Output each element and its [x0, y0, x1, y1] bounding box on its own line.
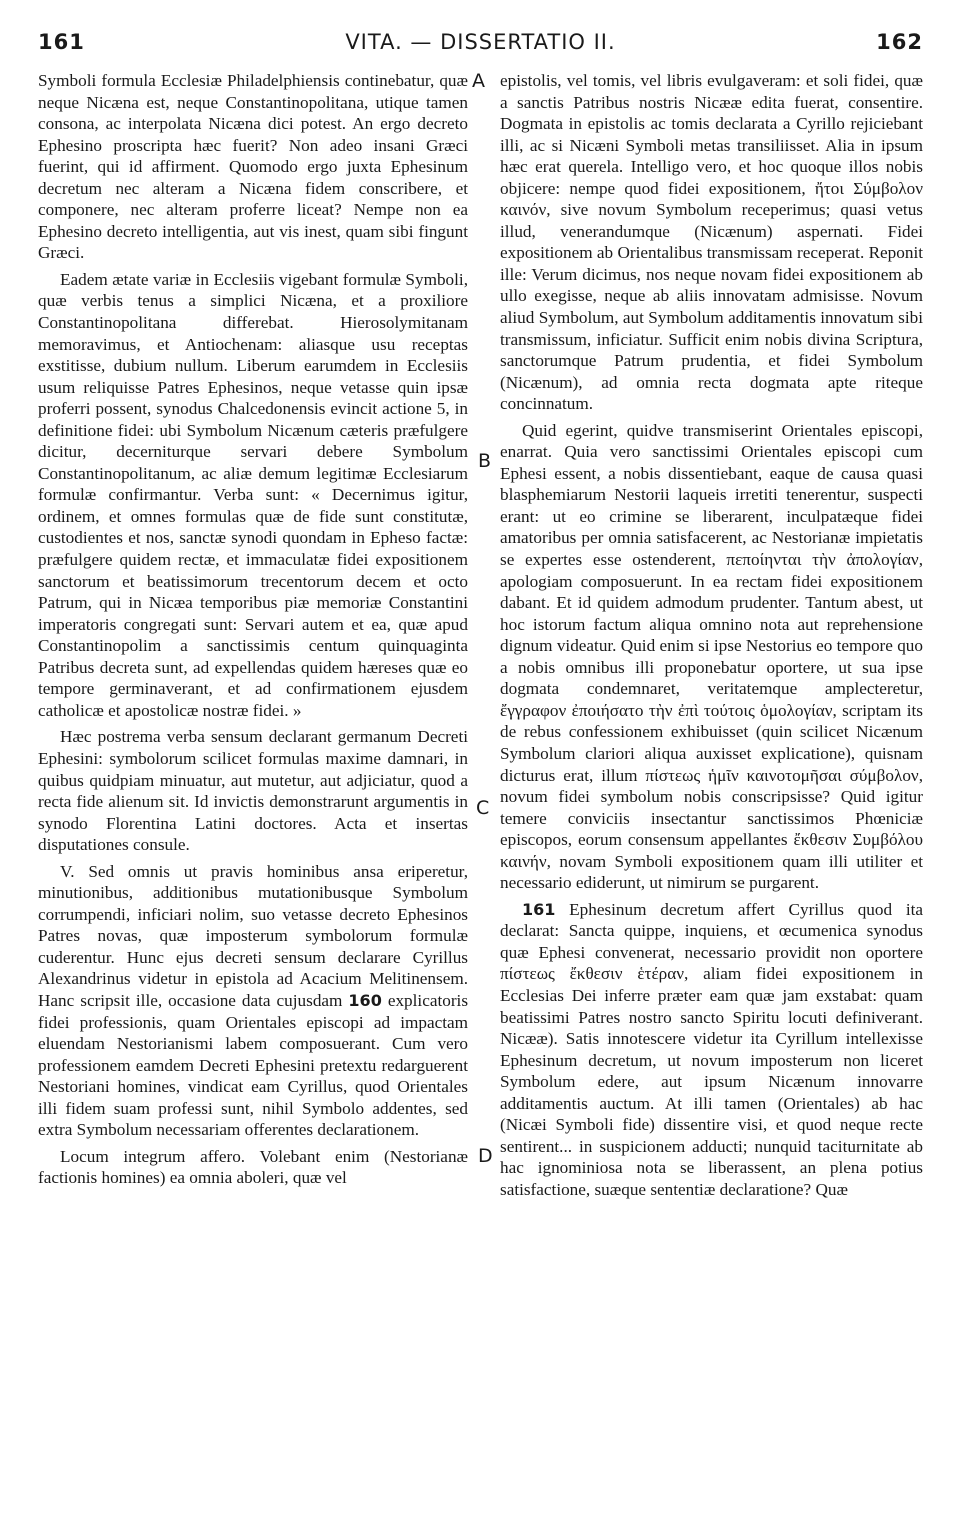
page-number-right: 162	[876, 30, 923, 54]
section-number: 161	[522, 899, 556, 919]
paragraph-text: explicatoris fidei professionis, quam Orientales episcopi ad impactam eluendam Nestorianismi labem composuerant. Cum vero professionem eamdem Decreti Ephesini pretextu redarguerent Nestoriani homines, vindicat eam Cyrillus, quod Orientales illi fidem suam professi sunt, nihil Symbolo addentes, sed extra Symbolum necessariam offerentes declarationem.	[38, 990, 469, 1140]
left-column	[38, 70, 468, 1189]
paragraph	[500, 899, 923, 1201]
paragraph-text: V. Sed omnis ut pravis hominibus ansa eriperetur, minutionibus, additionibus mutationibusque Symbolum corrumpendi, inficiari nolim, suo vetasse decreto Ephesinos Patres novas, quæ imposterum symbolorum formulæ cuderentur. Hunc ejus decreti sensum declarare Cyrillus Alexandrinus videtur in epistola ad Acacium Melitinensem. Hanc scripsit ille, occasione data cujusdam	[38, 861, 468, 1010]
margin-marker-c: C	[476, 797, 490, 819]
running-title: VITA. — DISSERTATIO II.	[345, 30, 616, 54]
page-header	[38, 26, 923, 60]
paragraph: Hæc postrema verba sensum declarant germanum Decreti Ephesini: symbolorum scilicet formulas maxime damnari, in quibus quidpiam minuatur, aut mutetur, aut adjiciatur, quod a recta fide alienum sit. Id invictis demonstrarunt argumentis in synodo Florentina Latini doctores. Acta et insertas disputationes consule.	[38, 727, 468, 855]
paragraph: Locum integrum affero. Volebant enim (Nestorianæ factionis homines) ea omnia aboleri, quæ vel	[38, 1146, 468, 1188]
right-column	[500, 70, 923, 1200]
margin-marker-b: B	[478, 450, 492, 472]
margin-marker-d: D	[478, 1145, 493, 1167]
paragraph: Eadem ætate variæ in Ecclesiis vigebant formulæ Symboli, quæ verbis tenus a simplici Nicæna, et a proxiliore Constantinopolitana differebat. Hierosolymitanam memoravimus, et Antiochenam: aliasque usu receptas exstitisse, dubium nullum. Liberum earumdem in Ecclesiis usum reliquisse Patres Ephesinos, neque vetasse quin ipsæ proferri possent, synodus Chalcedonensis evincit actione 5, in definitione fidei: ubi Symbolum Nicænum cæteris præfulgere dicitur, decerniturque servari debere Symbolum Constantinopolitanum, ac aliæ demum legitimæ Ecclesiarum formulæ confirmantur. Verba sunt: « Decernimus igitur, ordinem, et omnes formulas quæ de fide sunt constitutæ, custodientes et nos, sanctæ synodi quondam in Epheso factæ: præfulgere quidem rectæ, et immaculatæ fidei expositionem sanctorum et beatissimorum trecentorum decem et octo Patrum, qui in Nicæa temporibus piæ memoriæ Constantini imperatoris congregati sunt: Servari autem et ea, quæ apud Constantinopolim a sanctissimis centum quinquaginta Patribus decreta sunt, ad expellendas quidem hæreses quæ eo tempore germinaverant, et ad confirmationem ejusdem catholicæ et apostolicæ nostræ fidei. »	[38, 269, 468, 720]
page-number-left: 161	[38, 30, 85, 54]
paragraph: epistolis, vel tomis, vel libris evulgaveram: et soli fidei, quæ a sanctis Patribus nostris Nicææ edita fuerat, consentire. Dogmata in epistolis ac tomis declarata a Cyrillo rejiciebant illi, ac si Nicæni Symboli metas transiliisset. Alia in ipsum hæc erat querela. Intelligo vero, et hoc quoque illos nobis objicere: nempe quod fidei expositionem, ἤτοι Σύμβολον καινόν, sive novum Symbolum receperimus; quasi vetus illud, venerandumque (Nicænum) aspernati. Fidei expositionem ab Orientalibus transmissam receperat. Reponit ille: Verum dicimus, nos neque novam fidei expositionem ab ullo exegisse, neque ab aliis innovatam admisisse. Novum aliud Symbolum, aut Symbolum additamentis innovatum sibi transmissum, inficiatur. Sufficit enim nobis divina Scriptura, sanctorumque Patrum prudentia, et fidei Symbolum (Nicænum), ad omnia recta dogmata apte riteque concinnatum.	[500, 71, 923, 414]
paragraph: Symboli formula Ecclesiæ Philadelphiensis continebatur, quæ neque Nicæna est, neque Constantinopolitana, utique tamen consona, ac interpolata Nicæna dici potest. An ergo decreto Ephesino proscripta hæc fuerit? Non adeo insani Græci fuerint, qui id affirment. Quomodo ergo juxta Ephesinum decretum nec alteram a Nicæna fidem conscribere, et componere, nec alteram proferre liceat? Nempe non ea Ephesino decreto intelligentia, aut vis inest, quam sibi fingunt Græci.	[38, 71, 468, 263]
paragraph	[38, 861, 468, 1141]
paragraph-text: Ephesinum decretum affert Cyrillus quod ita declarat: Sancta quippe, inquiens, et œcumenica synodus quæ Ephesi convenerat, necessario providit non oportere πίστεως ἔκθεσιν ἑτέραν, aliam fidei expositionem in Ecclesias Dei inferre præter eam quæ jam exstabat: quam beatissimi Patres nostro sancto Spiritu locuti definiverant. Nicææ). Satis innotescere videtur ita Cyrillum intellexisse Ephesinum decretum, ut novum imposterum non liceret Symbolum edere, aut ipsum Nicænum innovarre additamentis auctum. At illi tamen (Orientales) ab hac (Nicæi Symboli fide) dissentire visi, et quod neque recte sentirent... in suspicionem adducti; nunquid taciturnitate ab hac ignominiosa nota se liberassent, an plena potius satisfactione, suæque sententiæ declaratione? Quæ	[500, 899, 923, 1199]
section-number: 160	[348, 990, 382, 1010]
paragraph: Quid egerint, quidve transmiserint Orientales episcopi, enarrat. Quia vero sanctissimi Orientales episcopi cum Ephesi essent, a nobis dissentiebant, eaque de causa quasi blasphemiarum Nestorii laqueis irretiti tenerentur, suspecti erant: ut eo crimine se liberarent, inculpatæque fidei amatoribus per omnia satisfacerent, ac Nestorianæ impietatis se expertes esse ostenderent, πεποίηνται τὴν ἀπολογίαν, apologiam composuerunt. In ea rectam fidei expositionem dabant. Et id quidem admodum prudenter. Tantum abest, ut hoc istorum factum aliqua omnino nota aut reprehensione dignum videatur. Quid enim si ipse Nestorius eo tempore quo a nobis omnibus illi proponebatur oportere, ut sua ipse dogmata condemnaret, veritatemque amplecteretur, ἔγγραφον ἐποιήσατο τὴν ἐπὶ τούτοις ὁμολογίαν, scriptam its de rebus confessionem exhibuisset (quin scilicet Nicænum Symbolum clariori aliqua auxisset explicatione), quisnam dicturus erat, illum πίστεως ἡμῖν καινοτομῆσαι σύμβολον, novum fidei symbolum nobis conscripsisse? Quid igitur temere conviciis insectantur sanctissimos Phœniciæ episcopos, eorum consensum appellantes ἔκθεσιν Συμβόλου καινήν, novam Symboli expositionem quam illi utiliter et necessario ediderunt, ut nimirum se purgarent.	[500, 420, 923, 893]
margin-marker-a: A	[472, 70, 485, 92]
